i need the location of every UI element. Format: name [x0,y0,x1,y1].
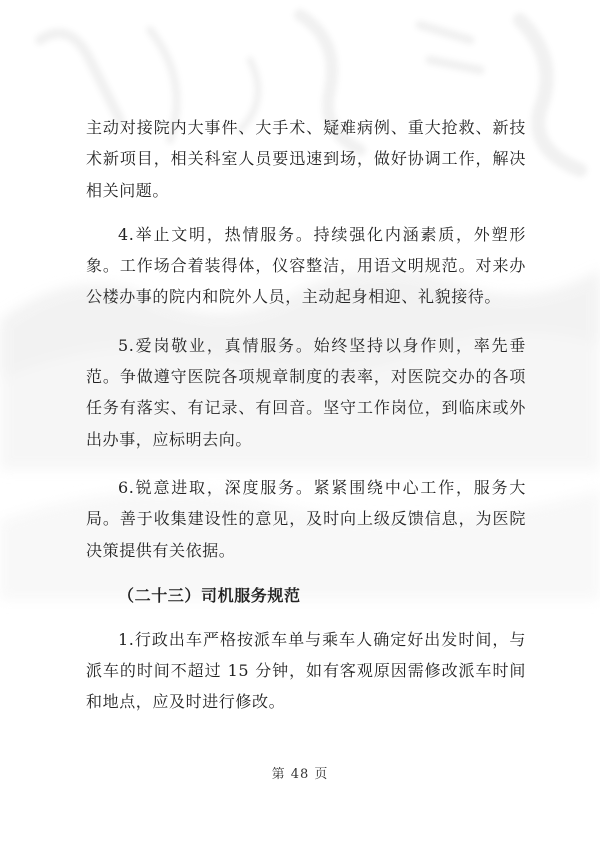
paragraph-driver-item-1: 1.行政出车严格按派车单与乘车人确定好出发时间，与派车的时间不超过 15 分钟，如有客观原因需修改派车时间和地点，应及时进行修改。 [86,629,526,712]
page-number: 第 48 页 [271,767,329,782]
paragraph-item-6: 6.锐意进取，深度服务。紧紧围绕中心工作，服务大局。善于收集建设性的意见，及时向上级反馈信息，为医院决策提供有关依据。 [86,477,526,560]
section-heading: （二十三）司机服务规范 [118,585,301,605]
paragraph-coordination: 主动对接院内大事件、大手术、疑难病例、重大抢救、新技术新项目，相关科室人员要迅速到场，做好协调工作，解决相关问题。 [86,118,526,200]
document-body [86,112,526,718]
paragraph-item-4: 4.举止文明，热情服务。持续强化内涵素质，外塑形象。工作场合着装得体，仪容整洁，用语文明规范。对来办公楼办事的院内和院外人员，主动起身相迎、礼貌接待。 [86,224,526,307]
paragraph-item-5: 5.爱岗敬业，真情服务。始终坚持以身作则，率先垂范。争做遵守医院各项规章制度的表率，对医院交办的各项任务有落实、有记录、有回音。坚守工作岗位，到临床或外出办事，应标明去向。 [86,335,526,449]
